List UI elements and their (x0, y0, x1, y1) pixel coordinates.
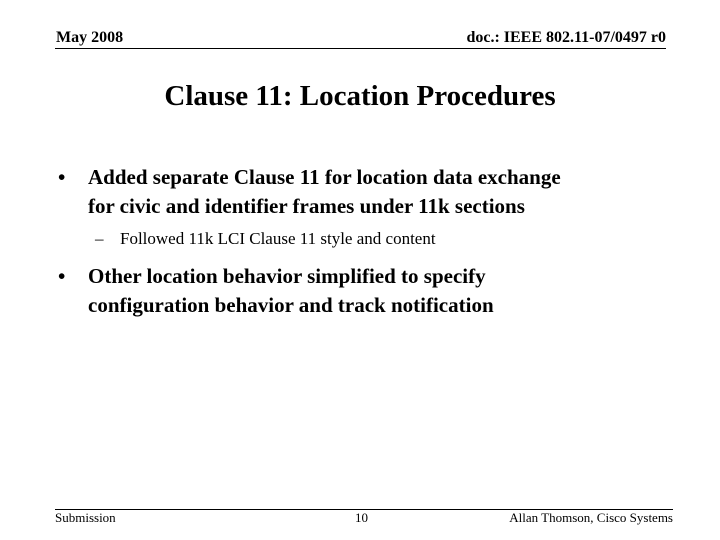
footer-submission: Submission (55, 510, 116, 525)
sub-bullet-text: Followed 11k LCI Clause 11 style and content (120, 229, 436, 248)
sub-bullet-marker: – (95, 229, 104, 248)
bullet-text-line: Other location behavior simplified to specify (88, 264, 486, 288)
header-date: May 2008 (56, 29, 124, 46)
footer-author: Allan Thomson, Cisco Systems (509, 510, 673, 525)
sub-bullet-item (58, 228, 678, 250)
slide-title: Clause 11: Location Procedures (164, 80, 556, 112)
header-divider (55, 48, 666, 49)
bullet-item (58, 262, 678, 320)
bullet-text-line: for civic and identifier frames under 11k sections (88, 194, 525, 218)
page-number: 10 (355, 510, 368, 525)
bullet-text-line: configuration behavior and track notification (88, 293, 494, 317)
bullet-marker: • (58, 264, 66, 288)
bullet-item (58, 163, 678, 221)
bullet-list (58, 163, 678, 320)
header-doc-id: doc.: IEEE 802.11-07/0497 r0 (466, 29, 666, 46)
bullet-marker: • (58, 165, 66, 189)
bullet-text-line: Added separate Clause 11 for location data exchange (88, 165, 561, 189)
